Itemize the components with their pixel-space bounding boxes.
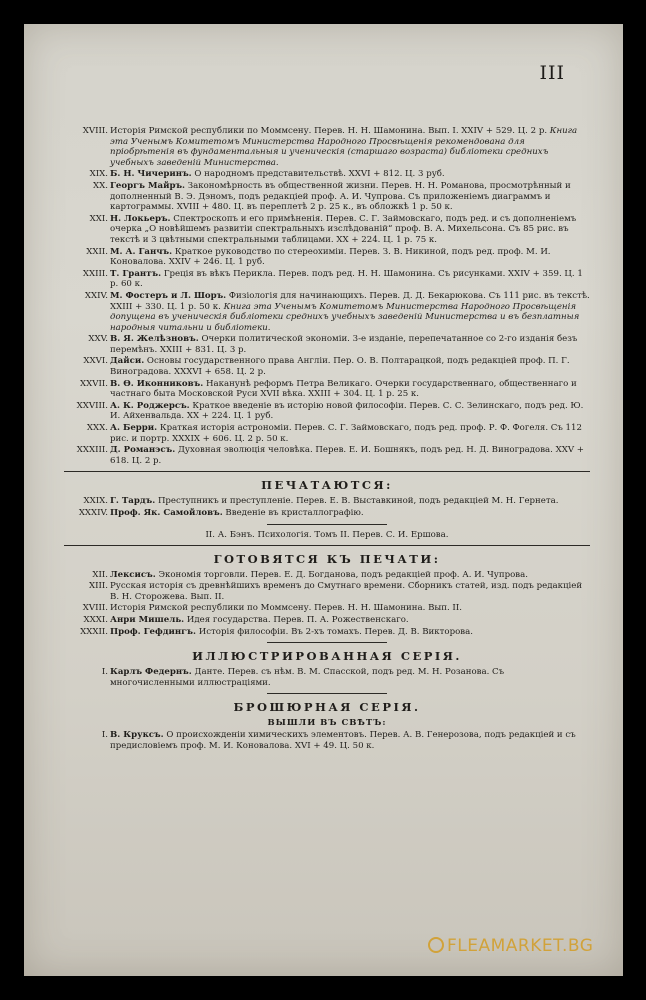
divider <box>64 471 590 472</box>
entry-text: Преступникъ и преступленіе. Перев. Е. В. Выставкиной, подъ редакціей М. Н. Гернета. <box>157 496 559 507</box>
entry-number: XXX. <box>86 423 108 434</box>
entry-number: XIX. <box>89 169 108 180</box>
entry-text: Исторія философіи. Въ 2-хъ томахъ. Перев. Д. В. Викторова. <box>198 626 473 637</box>
section-heading-printing: ПЕЧАТАЮТСЯ: <box>261 478 393 493</box>
catalog-list <box>64 126 590 466</box>
entry-author: Проф. Як. Самойловъ. <box>110 508 223 518</box>
entry-author: Б. Н. Чичеринъ. <box>110 169 192 180</box>
book-page <box>24 24 623 976</box>
catalog-entry <box>64 247 590 268</box>
watermark <box>428 936 593 956</box>
catalog-entry <box>64 181 590 213</box>
catalog-entry <box>64 214 590 246</box>
entry-author: Лексисъ. <box>110 569 156 580</box>
entry-text: Русская исторія съ древнѣйшихъ временъ до Смутнаго времени. Сборникъ статей, изд. подъ редакціей В. Н. Сторожева. Вып. II. <box>110 581 583 602</box>
entry-author: Т. Грантъ. <box>110 268 162 279</box>
entry-author: Дайси. <box>110 356 145 367</box>
entry-note: Книга эта Ученымъ Комитетомъ Министерства Народного Просвѣщенія допущена въ ученическія библіотеки среднихъ учебныхъ заведеній Министерства и въ безплатныя народныя читальни и библіотеки. <box>110 301 580 333</box>
entry-number: XXXIV. <box>78 508 108 518</box>
printing-list <box>64 496 590 518</box>
entry-number: XXIX. <box>83 496 108 507</box>
divider <box>267 693 387 694</box>
catalog-entry <box>64 570 590 581</box>
catalog-entry <box>64 169 590 180</box>
entry-number: XII. <box>92 569 108 580</box>
entry-text: Физіологія для начинающихъ. Перев. Д. Д. Бекарюкова. Съ 111 рис. въ текстѣ. XXIII + 330. Ц. 1 р. 50 к. <box>110 290 590 312</box>
catalog-entry <box>64 730 590 751</box>
entry-number: XXI. <box>89 213 108 224</box>
entry-number: XIII. <box>88 581 108 592</box>
catalog-entry <box>64 496 590 507</box>
page-content <box>64 126 590 753</box>
entry-author: Д. Романэсъ. <box>110 445 176 456</box>
entry-text: Основы государственного права Англіи. Пер. О. В. Полтарацкой, подъ редакціей проф. П. Г. Виноградова. XXXVI + 658. Ц. 2 р. <box>110 356 570 378</box>
preparing-list <box>64 570 590 638</box>
entry-number: XXXII. <box>80 626 108 637</box>
watermark-icon <box>428 937 444 953</box>
entry-text: Идея государства. Перев. П. А. Рожественскаго. <box>186 614 409 625</box>
entry-note: Книга эта Ученымъ Комитетомъ Министерства Народного Просвѣщенія рекомендована для пріобрѣтенія въ фундаментальныя и ученическія (старшаго возраста) библіотеки среднихъ учебныхъ заведеній Министерства. <box>110 126 578 168</box>
divider <box>64 545 590 546</box>
catalog-entry <box>64 508 590 519</box>
entry-text: Данте. Перев. съ нѣм. В. М. Спасской, подъ ред. М. Н. Розанова. Съ многочисленными иллюстраціями. <box>110 667 505 688</box>
entry-text: Краткое руководство по стереохиміи. Перев. З. В. Никиной, подъ ред. проф. М. И. Коновалова. XXIV + 246. Ц. 1 руб. <box>110 246 551 268</box>
catalog-entry <box>64 667 590 688</box>
entry-author: Н. Локьеръ. <box>110 213 171 224</box>
catalog-entry <box>64 356 590 377</box>
catalog-entry <box>64 603 590 614</box>
catalog-entry <box>64 581 590 602</box>
entry-number: XX. <box>93 180 108 191</box>
entry-author: А. К. Роджерсъ. <box>110 400 190 411</box>
page-number: III <box>539 62 565 84</box>
entry-number: XXIII. <box>82 268 108 279</box>
catalog-entry <box>64 126 590 168</box>
catalog-entry <box>64 334 590 355</box>
entry-number: XXXIII. <box>76 445 108 456</box>
catalog-entry <box>64 627 590 638</box>
catalog-entry <box>64 401 590 422</box>
brochure-list <box>64 730 590 751</box>
entry-number: XXIV. <box>84 290 108 301</box>
catalog-entry <box>64 269 590 290</box>
entry-number: XXVI. <box>83 356 108 367</box>
divider <box>267 524 387 525</box>
section-heading-brochure: БРОШЮРНАЯ СЕРІЯ. <box>233 700 421 715</box>
entry-text: Наканунѣ реформъ Петра Великаго. Очерки государственнаго, общественнаго и частнаго быта Московской Руси XVII вѣка. XXIII + 304. Ц. 1 р. 25 к. <box>110 378 577 400</box>
entry-author: В. Ѳ. Иконниковъ. <box>110 378 204 389</box>
entry-text: Краткое введеніе въ исторію новой философіи. Перев. С. С. Зелинскаго, подъ ред. Ю. И. Айхенвальда. XX + 224. Ц. 1 руб. <box>110 400 584 422</box>
entry-author: Карлъ Федернъ. <box>110 667 192 678</box>
catalog-entry <box>64 615 590 626</box>
entry-text: Закономѣрность въ общественной жизни. Перев. Н. Н. Романова, просмотрѣнный и дополненный В. Э. Дэномъ, подъ редакціей проф. А. И. Чупрова. Съ приложеніемъ диаграммъ и картограммы. XVIII + 480. Ц. въ переплетѣ 2 р. 25 к., въ обложкѣ 1 р. 50 к. <box>110 180 571 213</box>
catalog-entry <box>64 379 590 400</box>
entry-number: XXVIII. <box>76 400 108 411</box>
divider <box>267 642 387 643</box>
entry-number: XXII. <box>86 246 108 257</box>
catalog-entry <box>64 291 590 333</box>
entry-text: Очерки политической экономіи. 3-е изданіе, перепечатанное со 2-го изданія безъ перемѣнъ. XXIII + 831. Ц. 3 р. <box>110 334 578 355</box>
entry-author: Георгъ Майръ. <box>110 180 186 191</box>
entry-text: О народномъ представительствѣ. XXVI + 812. Ц. 3 руб. <box>194 169 445 180</box>
entry-author: Анри Мишель. <box>110 614 185 625</box>
entry-text: Введеніе въ кристаллографію. <box>225 508 364 518</box>
section-heading-preparing: ГОТОВЯТСЯ КЪ ПЕЧАТИ: <box>213 551 441 566</box>
entry-text: Греція въ вѣкъ Перикла. Перев. подъ ред. Н. Н. Шамонина. Съ рисунками. XXIV + 359. Ц. 1 р. 60 к. <box>110 268 583 290</box>
entry-author: А. Берри. <box>110 423 158 434</box>
section-subheading-brochure: ВЫШЛИ ВЪ СВѢТЪ: <box>267 718 387 729</box>
entry-number: XXXI. <box>83 614 108 625</box>
entry-text: Исторія Римской республики по Моммсену. Перев. Н. Н. Шамонина. Вып. II. <box>110 603 462 614</box>
entry-text: Краткая исторія астрономіи. Перев. С. Г. Займовскаго, подъ ред. проф. Р. Ф. Фогеля. Съ 112 рис. и портр. XXXIX + 606. Ц. 2 р. 50 к. <box>110 423 582 444</box>
entry-number: I. <box>101 667 108 678</box>
entry-text: О происхожденіи химическихъ элементовъ. Перев. А. В. Генерозова, подъ редакціей и съ предисловіемъ проф. М. И. Коновалова. XVI + 49. Ц. 50 к. <box>110 730 576 751</box>
printing-extra: II. А. Бэнъ. Психологія. Томъ II. Перев. С. И. Ершова. <box>205 529 449 540</box>
entry-author: М. А. Ганчъ. <box>110 246 173 257</box>
entry-author: В. Круксъ. <box>110 730 164 741</box>
section-heading-illustrated: ИЛЛЮСТРИРОВАННАЯ СЕРІЯ. <box>192 649 462 664</box>
entry-number: XXVII. <box>80 378 108 389</box>
entry-number: XVIII. <box>82 603 108 614</box>
entry-author: Г. Тардъ. <box>110 496 156 507</box>
catalog-entry <box>64 445 590 466</box>
entry-author: М. Фостеръ и Л. Шоръ. <box>110 290 227 301</box>
entry-number: I. <box>101 730 108 741</box>
catalog-entry <box>64 423 590 444</box>
entry-text: Исторія Римской республики по Моммсену. Перев. Н. Н. Шамонина. Вып. I. XXIV + 529. Ц. 2 р. <box>110 126 548 136</box>
entry-text: Спектроскопъ и его примѣненія. Перев. С. Г. Займовскаго, подъ ред. и съ дополненіемъ очерка „О новѣйшемъ развитіи спектральныхъ изслѣдованій“ проф. В. А. Михельсона. Съ 85 рис. въ текстѣ и 3 цвѣтными спектральными таблицами. XX + 224. Ц. 1 р. 75 к. <box>110 213 577 245</box>
entry-author: В. Я. Желѣзновъ. <box>110 334 199 345</box>
entry-text: Экономія торговли. Перев. Е. Д. Богданова, подъ редакціей проф. А. И. Чупрова. <box>158 569 528 580</box>
entry-number: XXV. <box>88 334 108 345</box>
entry-text: Духовная эволюція человѣка. Перев. Е. И. Бошнякъ, подъ ред. Н. Д. Виноградова. XXV + 618. Ц. 2 р. <box>110 445 584 466</box>
watermark-text: FLEAMARKET.BG <box>447 936 594 956</box>
entry-number: XVIII. <box>82 126 108 136</box>
illustrated-list <box>64 667 590 688</box>
entry-author: Проф. Гефдингъ. <box>110 626 196 637</box>
